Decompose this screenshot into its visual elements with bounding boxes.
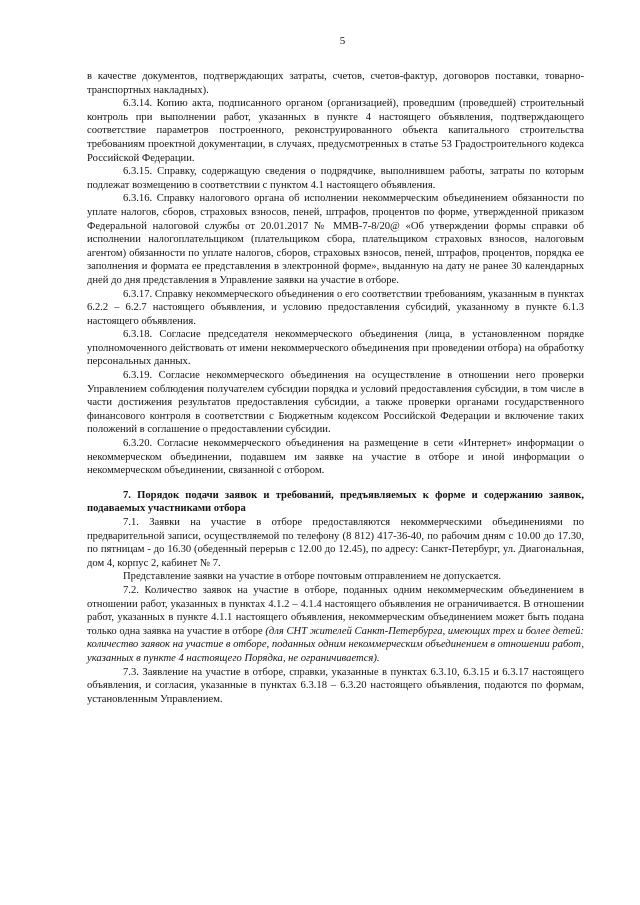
paragraph-7-2-text: 7.2. Количество заявок на участие в отборе, поданных одним некоммерческим объединением в отношении работ, указанных в пунктах 4.1.2 – 4.1.4 настоящего объявления не ограничивается. В отношении работ, указанных в пункте 4.1.1 настоящего объявления, некоммерческим объединением может быть подана только одна заявка на участие в отборе: [87, 584, 584, 637]
paragraph-7-2-italic-note: (для СНТ жителей Санкт-Петербурга, имеющих трех и более детей: количество заявок на участие в отборе, поданных одним некоммерческим объединением в отношении работ, указанных в пункте 4 настоящего Порядка, не ограничивается).: [87, 625, 584, 664]
paragraph-6-3-14: 6.3.14. Копию акта, подписанного органом (организацией), проведшим (проведшей) строительный контроль при выполнении работ, указанных в пункте 4 настоящего объявления, подтверждающего соответствие параметров построенного, реконструированного объекта капитального строительства требованиям проектной документации, в случаях, предусмотренных в статье 53 Градостроительного кодекса Российской Федерации.: [87, 98, 584, 164]
paragraph-6-3-19: 6.3.19. Согласие некоммерческого объединения на осуществление в отношении него проверки Управлением соблюдения получателем субсидии порядка и условий предоставления субсидии, в том числе в части достижения результатов предоставления субсидии, а также проверки органами государственного финансового контроля в соответствии с Бюджетным кодексом Российской Федерации и включение таких положений в соглашение о предоставлении субсидии.: [87, 370, 584, 436]
paragraph-6-3-20: 6.3.20. Согласие некоммерческого объединения на размещение в сети «Интернет» информации о некоммерческом объединении, подавшем им заявке на участие в отборе и иной информации о некоммерческом объединении, связанной с отбором.: [87, 438, 584, 477]
paragraph-7-2: [87, 584, 584, 666]
section-spacer: [87, 478, 584, 489]
page-number: 5: [339, 35, 346, 47]
paragraph-7-1: 7.1. Заявки на участие в отборе предоставляются некоммерческими объединениями по предварительной записи, осуществляемой по телефону (8 812) 417-36-40, по рабочим дням с 10.00 до 17.30, по пятницам - до 16.30 (обеденный перерыв с 12.00 до 12.45), по адресу: Санкт-Петербург, ул. Диагональная, дом 4, корпус 2, кабинет № 7.: [87, 517, 584, 569]
paragraph-6-3-17: 6.3.17. Справку некоммерческого объединения о его соответствии требованиям, указанным в пунктах 6.2.2 – 6.2.7 настоящего объявления, и условию предоставления субсидий, указанному в пункте 6.1.3 настоящего объявления.: [87, 288, 584, 327]
paragraph-7-1-mail: Представление заявки на участие в отборе почтовым отправлением не допускается.: [123, 571, 502, 583]
paragraph-6-3-15: 6.3.15. Справку, содержащую сведения о подрядчике, выполнившем работы, затраты по которым подлежат возмещению в соответствии с пунктом 4.1 настоящего объявления.: [87, 166, 584, 191]
paragraph-6-3-18: 6.3.18. Согласие председателя некоммерческого объединения (лица, в установленном порядке уполномоченного действовать от имени некоммерческого объединения при проведении отбора) на обработку персональных данных.: [87, 329, 584, 368]
paragraph-7-3: 7.3. Заявление на участие в отборе, справки, указанные в пунктах 6.3.10, 6.3.15 и 6.3.17 настоящего объявления, и согласия, указанные в пунктах 6.3.18 – 6.3.20 настоящего объявления, подаются по формам, установленным Управлением.: [87, 666, 584, 705]
paragraph-6-3-16: 6.3.16. Справку налогового органа об исполнении некоммерческим объединением обязанности по уплате налогов, сборов, страховых взносов, пеней, штрафов, процентов по форме, утвержденной приказом Федеральной налоговой службы от 20.01.2017 № ММВ-7-8/20@ «Об утверждении формы справки об исполнении налогоплательщиком (плательщиком сбора, плательщиком страховых взносов, налоговым агентом) обязанности по уплате налогов, сборов, страховых взносов, пеней, штрафов, процентов, порядка ее заполнения и формата ее представления в электронной форме», выданную на дату не ранее 30 календарных дней до дня представления в Управление заявки на участие в отборе.: [87, 193, 584, 286]
paragraph-continuation: в качестве документов, подтверждающих затраты, счетов, счетов-фактур, договоров поставки, товарно-транспортных накладных).: [87, 71, 584, 96]
section-heading: 7. Порядок подачи заявок и требований, предъявляемых к форме и содержанию заявок, подаваемых участниками отбора: [87, 489, 584, 515]
